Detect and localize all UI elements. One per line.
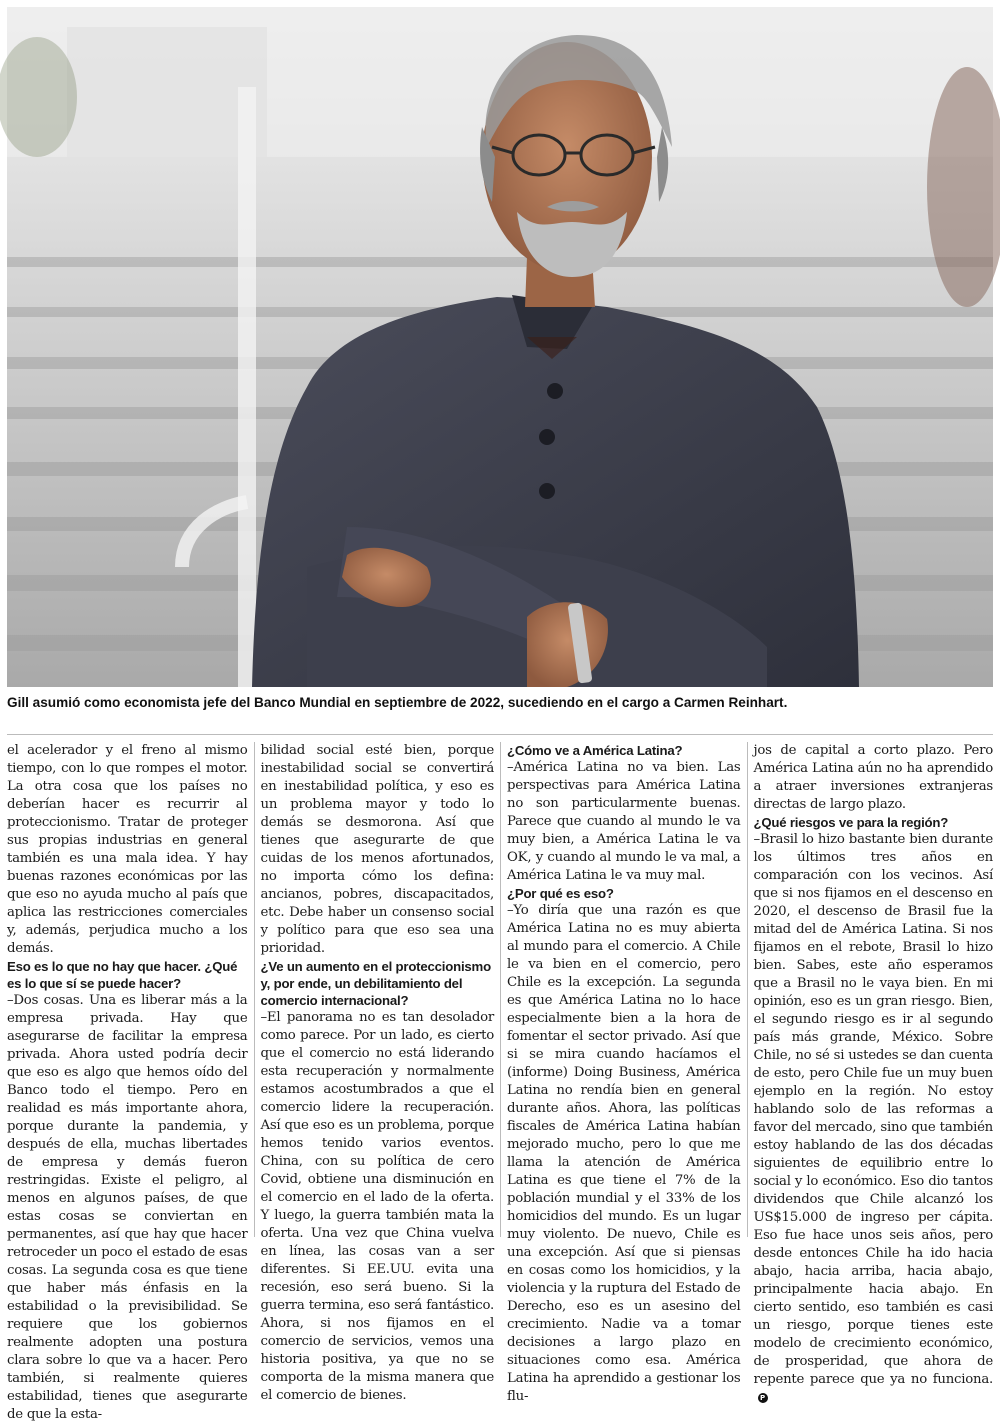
interview-question: ¿Ve un aumento en el proteccionismo y, por ende, un debilitamiento del comercio internacional?: [260, 959, 491, 1008]
article-column-4: [747, 742, 994, 1402]
answer-paragraph: –Yo diría que una razón es que América Latina no es muy abierta al mundo para el comercio. A Chile le va bien en el comercio, pero Chile es la excepción. La segunda es que América Latina no lo hace especialmente bien a la hora de fomentar el sector privado. Así que si se mira cuando hacíamos el (informe) Doing Business, América Latina no rendía bien en general durante años. Ahora, las políticas fiscales de América Latina habían mejorado mucho, pero lo que me llama la atención de América Latina es que tiene el 7% de la población mundial y el 33% de los homicidios del mundo. Es un lugar muy violento. De nuevo, Chile es una excepción. Así que si piensas en cosas como los homicidios, y la violencia y la ruptura del Estado de Derecho, eso es un asesino del crecimiento. Nadie va a tomar decisiones a largo plazo en situaciones como esa. América Latina ha aprendido a gestionar los flu-: [507, 903, 741, 1404]
photo-caption: Gill asumió como economista jefe del Banco Mundial en septiembre de 2022, sucediendo en el cargo a Carmen Reinhart.: [7, 694, 993, 735]
answer-paragraph: –El panorama no es tan desolador como parece. Por un lado, es cierto que el comercio no está liderando esta recuperación y normalmente estamos acostumbrados a que el comercio lidere la recuperación. Así que eso es un problema, porque hemos tenido varios eventos. China, con su política de cero Covid, obtiene una disminución en el comercio en el lado de la oferta. Y luego, la guerra también mata la oferta. Una vez que China vuelva en línea, las cosas van a ser diferentes. Si EE.UU. evita una recesión, eso será bueno. Si la guerra termina, eso será fantástico. Ahora, si nos fijamos en el comercio de servicios, vemos una historia positiva, ya que no se comporta de la misma manera que el comercio de bienes.: [260, 1010, 494, 1403]
article-column-3: [500, 742, 747, 1404]
article-body: [7, 742, 993, 1422]
article-photo: [7, 7, 993, 687]
interview-question: ¿Por qué es eso?: [507, 886, 614, 901]
answer-paragraph: –América Latina no va bien. Las perspectivas para América Latina no son particularmente buenas. Parece que cuando al mundo le va muy bien, a América Latina le va OK, y cuando al mundo le va mal, a América Latina le va muy mal.: [507, 760, 741, 883]
answer-paragraph: [754, 831, 994, 1407]
interview-question: ¿Qué riesgos ve para la región?: [753, 815, 949, 830]
article-column-1: [7, 742, 254, 1422]
answer-paragraph: el acelerador y el freno al mismo tiempo, con lo que rompes el motor. La otra cosa que los países no deberían hacer es recurrir al proteccionismo. Tratar de proteger sus propias industrias en general también es una mala idea. Y hay buenas razones económicas por las que eso no ayuda mucho al país que aplica las restricciones comerciales y, además, perjudica mucho a los demás.: [7, 743, 248, 956]
portrait-illustration: [7, 7, 993, 687]
answer-paragraph: –Dos cosas. Una es liberar más a la empresa privada. Hay que asegurarse de facilitar la empresa privada. Ahora usted podría decir que eso es algo que hemos oído del Banco todo el tiempo. Pero en realidad es más importante ahora, porque durante la pandemia, y después de ella, muchas libertades de empresa y demás fueron restringidas. Existe el peligro, al menos en algunos países, de que estas cosas se conviertan en permanentes, así que hay que hacer retroceder un poco el estado de esas cosas. La segunda cosa es que tiene que haber más énfasis en la estabilidad o la previsibilidad. Se requiere que los gobiernos realmente adopten una postura clara sobre lo que va a hacer. Pero también, si realmente quieres estabilidad, tienes que asegurarte de que la esta-: [7, 993, 248, 1422]
interview-question: ¿Cómo ve a América Latina?: [507, 743, 683, 758]
article-column-2: [254, 742, 501, 1403]
answer-paragraph: bilidad social esté bien, porque inestabilidad social se convertirá en inestabilidad política, y eso es un problema mayor y todo lo demás se desmorona. Así que tienes que asegurarte de que cuidas de los menos afortunados, no importa cómo los defina: ancianos, pobres, discapacitados, etc. Debe haber un consenso social y político para que eso sea una prioridad.: [260, 743, 494, 956]
end-of-article-icon: P: [758, 1393, 768, 1403]
answer-paragraph: jos de capital a corto plazo. Pero América Latina aún no ha aprendido a atraer inversiones extranjeras directas de largo plazo.: [753, 743, 993, 812]
interview-question: Eso es lo que no hay que hacer. ¿Qué es lo que sí se puede hacer?: [7, 959, 238, 991]
answer-text: –Brasil lo hizo bastante bien durante los últimos tres años en comparación con los vecinos. Así que si nos fijamos en el descenso en 2020, el descenso de Brasil fue la mitad del de América Latina. Si nos fijamos en el rebote, Brasil lo hizo bien. Sabes, este año esperamos que a Brasil no le vaya bien. En mi opinión, eso es un gran riesgo. Bien, el segundo riesgo es ir al segundo país más grande, México. Sobre Chile, no sé si ustedes se dan cuenta de esto, pero Chile fue un muy buen ejemplo en la región. No estoy hablando solo de las reformas a favor del mercado, sino que también estoy hablando de las dos décadas siguientes de equilibrio entre lo social y lo económico. Eso dio tantos dividendos que Chile alcanzó los US$15.000 de ingreso per cápita. Eso fue hace unos seis años, pero desde entonces Chile ha ido hacia abajo, hacia arriba, hacia abajo, principalmente hacia abajo. En cierto sentido, eso también es casi un riesgo, porque tienes este modelo de crecimiento económico, de prosperidad, que ahora de repente parece que ya no funciona.: [753, 832, 993, 1387]
